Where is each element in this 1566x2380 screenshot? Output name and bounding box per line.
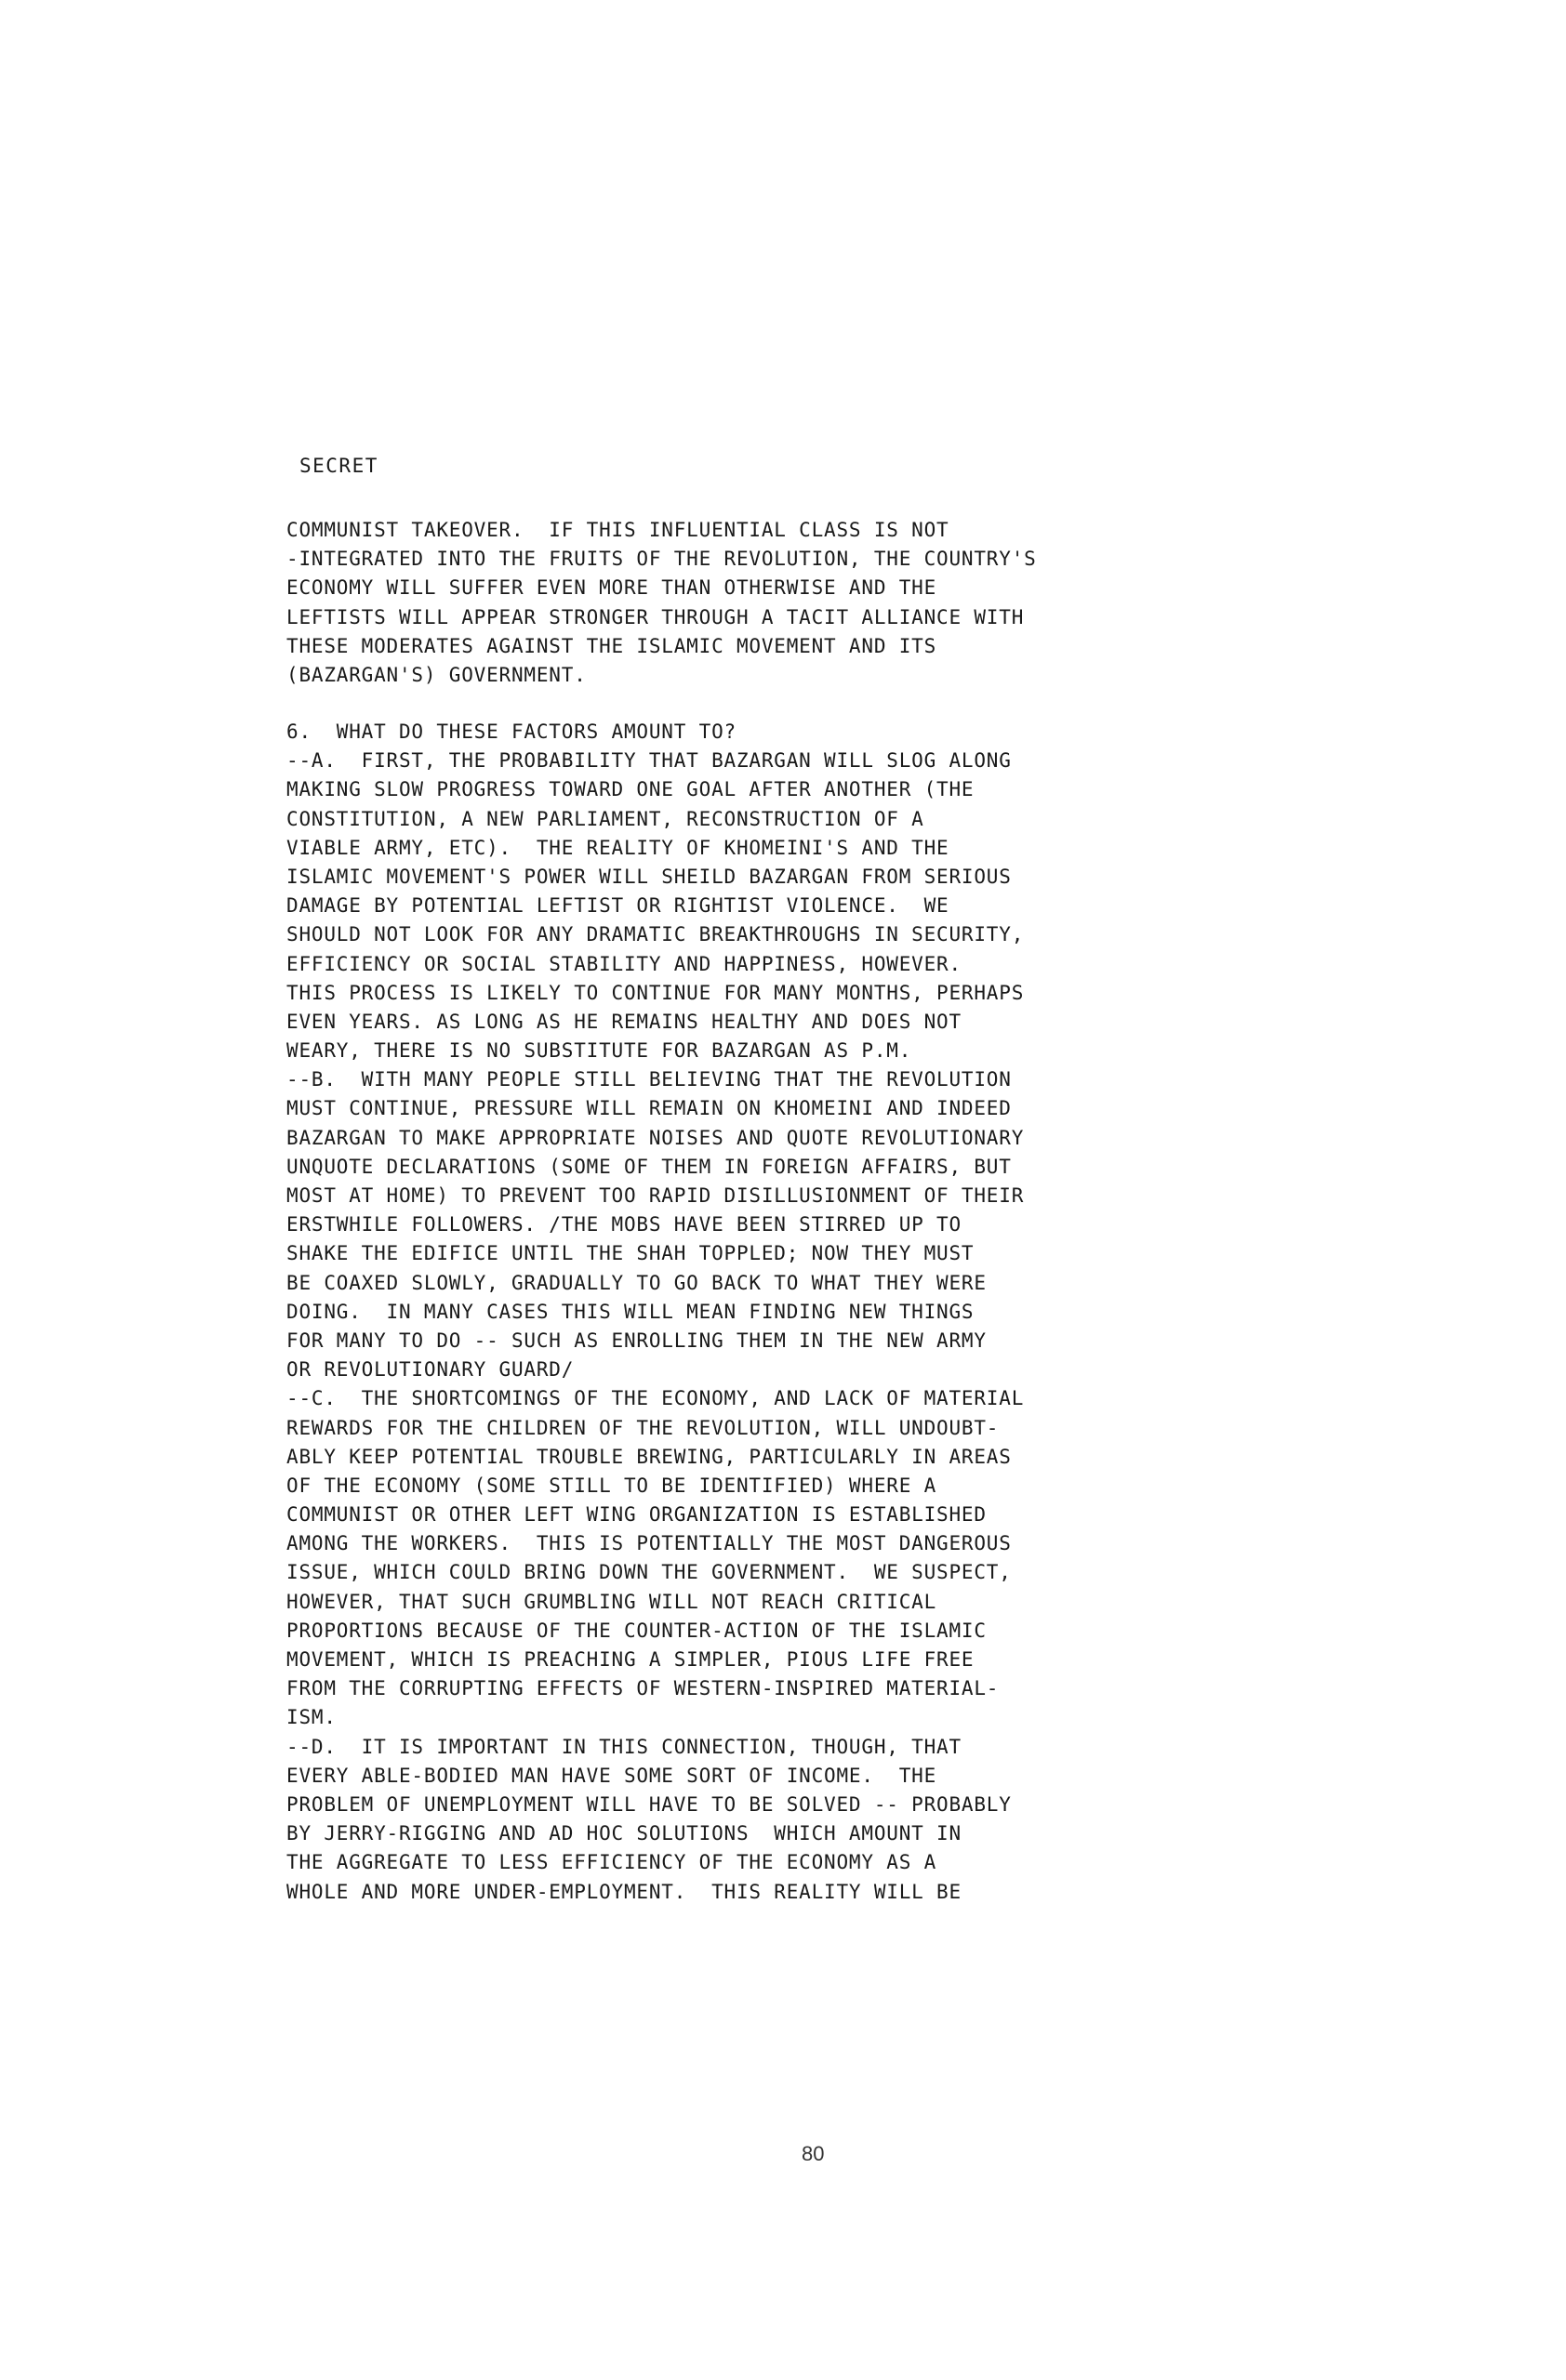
- text-line: MOVEMENT, WHICH IS PREACHING A SIMPLER, PIOUS LIFE FREE: [286, 1648, 975, 1671]
- text-line: WEARY, THERE IS NO SUBSTITUTE FOR BAZARGAN AS P.M.: [286, 1039, 912, 1063]
- text-line: SHOULD NOT LOOK FOR ANY DRAMATIC BREAKTHROUGHS IN SECURITY,: [286, 923, 1025, 946]
- text-line: --C. THE SHORTCOMINGS OF THE ECONOMY, AND LACK OF MATERIAL: [286, 1387, 1025, 1410]
- text-line: EVERY ABLE-BODIED MAN HAVE SOME SORT OF INCOME. THE: [286, 1764, 937, 1787]
- text-line: 6. WHAT DO THESE FACTORS AMOUNT TO?: [286, 721, 737, 743]
- text-line: --B. WITH MANY PEOPLE STILL BELIEVING THAT THE REVOLUTION: [286, 1068, 1012, 1091]
- text-line: MAKING SLOW PROGRESS TOWARD ONE GOAL AFTER ANOTHER (THE: [286, 778, 975, 801]
- text-line: PROBLEM OF UNEMPLOYMENT WILL HAVE TO BE SOLVED -- PROBABLY: [286, 1792, 1012, 1816]
- text-line: AMONG THE WORKERS. THIS IS POTENTIALLY THE MOST DANGEROUS: [286, 1532, 1012, 1555]
- text-line: SHAKE THE EDIFICE UNTIL THE SHAH TOPPLED; NOW THEY MUST: [286, 1242, 975, 1265]
- text-line: MOST AT HOME) TO PREVENT TOO RAPID DISILLUSIONMENT OF THEIR: [286, 1184, 1025, 1207]
- text-line: WHOLE AND MORE UNDER-EMPLOYMENT. THIS REALITY WILL BE: [286, 1880, 962, 1903]
- text-line: EFFICIENCY OR SOCIAL STABILITY AND HAPPINESS, HOWEVER.: [286, 952, 962, 975]
- text-line: -INTEGRATED INTO THE FRUITS OF THE REVOLUTION, THE COUNTRY'S: [286, 548, 1037, 571]
- text-line: ABLY KEEP POTENTIAL TROUBLE BREWING, PARTICULARLY IN AREAS: [286, 1445, 1012, 1468]
- text-line: CONSTITUTION, A NEW PARLIAMENT, RECONSTRUCTION OF A: [286, 807, 924, 830]
- text-line: FROM THE CORRUPTING EFFECTS OF WESTERN-INSPIRED MATERIAL-: [286, 1677, 1000, 1700]
- text-line: --D. IT IS IMPORTANT IN THIS CONNECTION, THOUGH, THAT: [286, 1735, 962, 1758]
- text-line: PROPORTIONS BECAUSE OF THE COUNTER-ACTION OF THE ISLAMIC: [286, 1619, 987, 1642]
- text-line: VIABLE ARMY, ETC). THE REALITY OF KHOMEINI'S AND THE: [286, 836, 949, 859]
- text-line: BY JERRY-RIGGING AND AD HOC SOLUTIONS WHICH AMOUNT IN: [286, 1822, 962, 1845]
- text-line: DOING. IN MANY CASES THIS WILL MEAN FINDING NEW THINGS: [286, 1300, 975, 1323]
- text-line: MUST CONTINUE, PRESSURE WILL REMAIN ON KHOMEINI AND INDEED: [286, 1097, 1012, 1120]
- text-line: THE AGGREGATE TO LESS EFFICIENCY OF THE ECONOMY AS A: [286, 1851, 937, 1874]
- text-line: OR REVOLUTIONARY GUARD/: [286, 1358, 575, 1382]
- classification-marking: SECRET: [299, 455, 378, 477]
- text-line: ISLAMIC MOVEMENT'S POWER WILL SHEILD BAZARGAN FROM SERIOUS: [286, 865, 1012, 888]
- text-line: DAMAGE BY POTENTIAL LEFTIST OR RIGHTIST VIOLENCE. WE: [286, 894, 949, 918]
- page-number: 80: [802, 2142, 825, 2165]
- text-line: REWARDS FOR THE CHILDREN OF THE REVOLUTION, WILL UNDOUBT-: [286, 1416, 1000, 1439]
- text-line: ECONOMY WILL SUFFER EVEN MORE THAN OTHERWISE AND THE: [286, 576, 937, 600]
- text-line: BAZARGAN TO MAKE APPROPRIATE NOISES AND QUOTE REVOLUTIONARY: [286, 1126, 1025, 1149]
- section-6-body: [286, 718, 1300, 1907]
- text-line: --A. FIRST, THE PROBABILITY THAT BAZARGAN WILL SLOG ALONG: [286, 749, 1012, 773]
- text-line: ISM.: [286, 1706, 337, 1729]
- text-line: COMMUNIST OR OTHER LEFT WING ORGANIZATION IS ESTABLISHED: [286, 1503, 987, 1527]
- text-line: LEFTISTS WILL APPEAR STRONGER THROUGH A TACIT ALLIANCE WITH: [286, 605, 1025, 628]
- text-line: OF THE ECONOMY (SOME STILL TO BE IDENTIFIED) WHERE A: [286, 1474, 937, 1497]
- text-line: ISSUE, WHICH COULD BRING DOWN THE GOVERNMENT. WE SUSPECT,: [286, 1561, 1012, 1584]
- text-line: FOR MANY TO DO -- SUCH AS ENROLLING THEM IN THE NEW ARMY: [286, 1329, 987, 1352]
- text-line: ERSTWHILE FOLLOWERS. /THE MOBS HAVE BEEN STIRRED UP TO: [286, 1213, 962, 1236]
- text-line: THESE MODERATES AGAINST THE ISLAMIC MOVEMENT AND ITS: [286, 634, 937, 657]
- text-line: EVEN YEARS. AS LONG AS HE REMAINS HEALTHY AND DOES NOT: [286, 1010, 962, 1033]
- continued-paragraph: [286, 516, 1300, 690]
- text-line: THIS PROCESS IS LIKELY TO CONTINUE FOR MANY MONTHS, PERHAPS: [286, 981, 1025, 1004]
- text-line: HOWEVER, THAT SUCH GRUMBLING WILL NOT REACH CRITICAL: [286, 1590, 937, 1613]
- text-line: UNQUOTE DECLARATIONS (SOME OF THEM IN FOREIGN AFFAIRS, BUT: [286, 1155, 1012, 1178]
- text-line: (BAZARGAN'S) GOVERNMENT.: [286, 663, 587, 686]
- text-line: BE COAXED SLOWLY, GRADUALLY TO GO BACK TO WHAT THEY WERE: [286, 1271, 987, 1294]
- text-line: COMMUNIST TAKEOVER. IF THIS INFLUENTIAL CLASS IS NOT: [286, 519, 949, 541]
